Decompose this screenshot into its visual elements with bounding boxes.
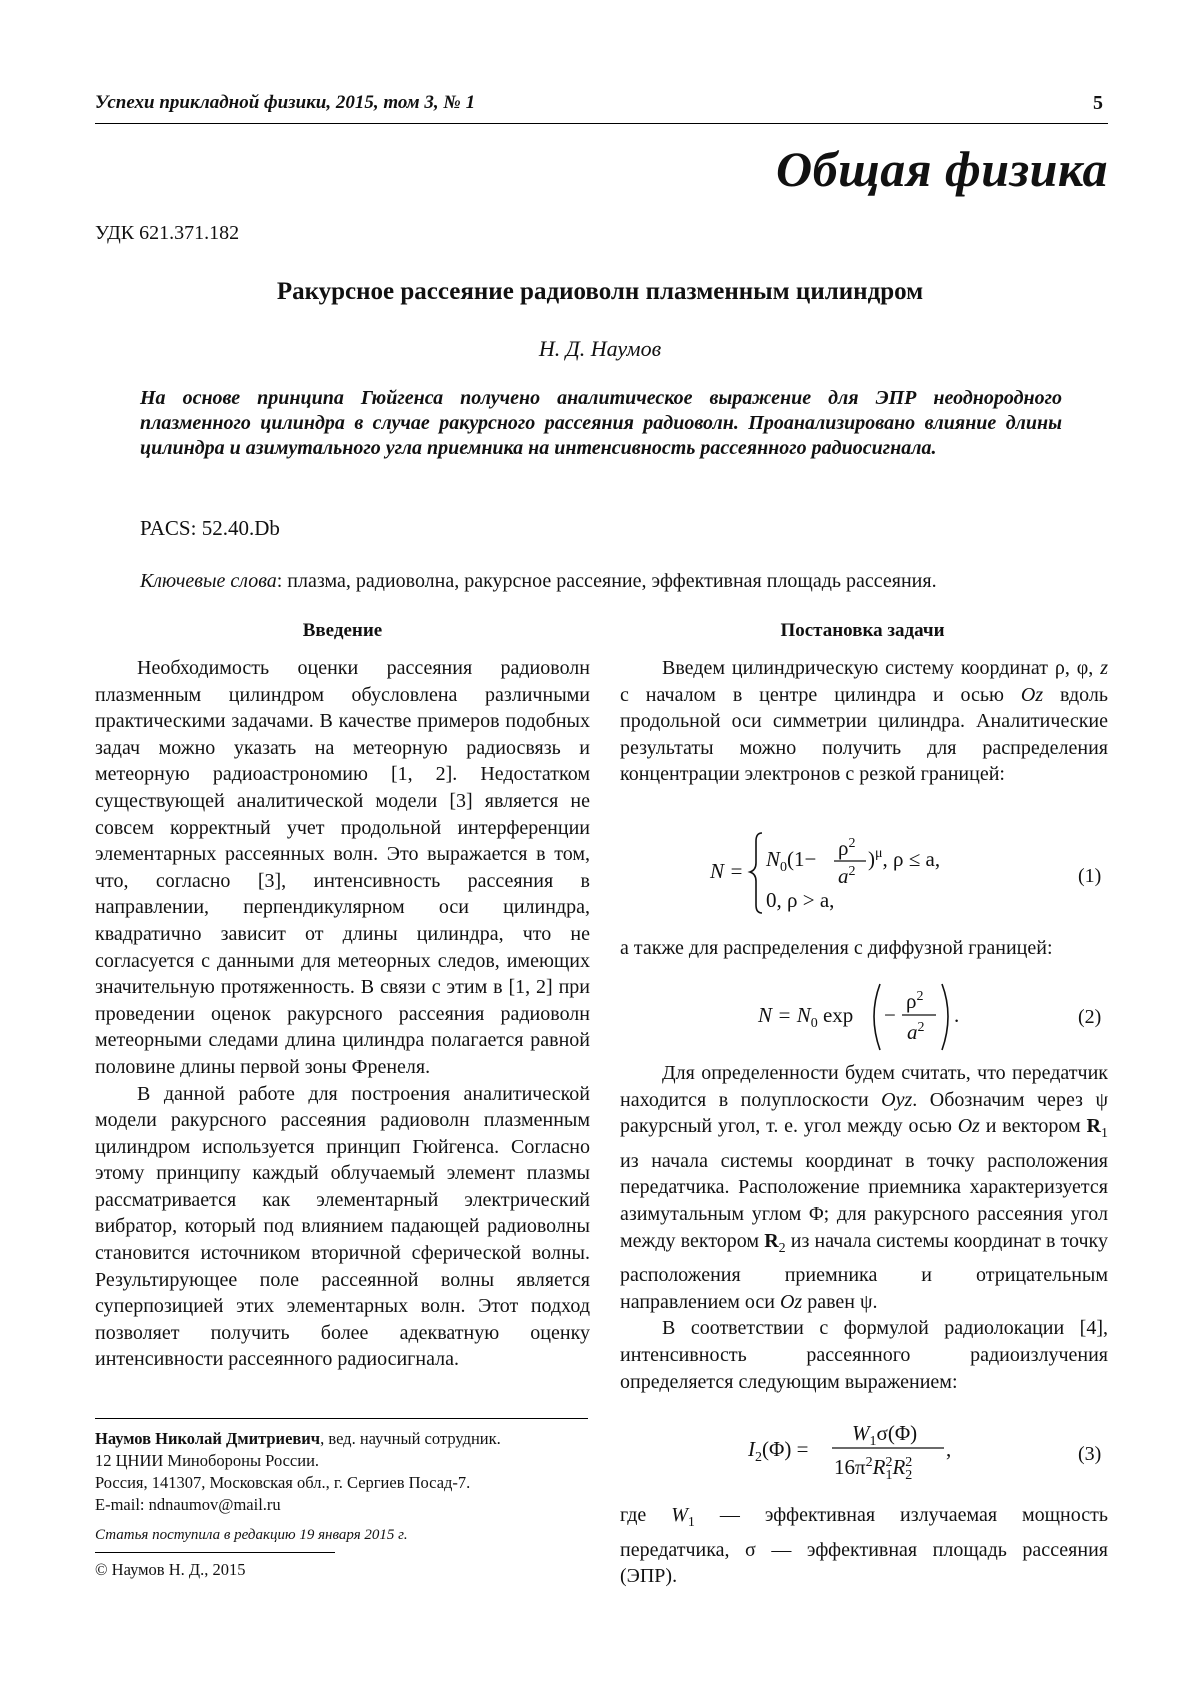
author-name: Наумов Николай Дмитриевич xyxy=(95,1429,321,1448)
svg-text:I2(Φ) = xyxy=(747,1437,808,1465)
eq1-n-sub: 0 xyxy=(780,860,788,875)
eq2-lhs: N = xyxy=(758,1003,797,1027)
eq3-arg: (Φ) = xyxy=(762,1437,809,1461)
eq2-den: $a^2$ xyxy=(907,1020,925,1044)
udc-code: УДК 621.371.182 xyxy=(95,222,240,244)
copyright-divider xyxy=(95,1552,335,1553)
eq2-minus: − xyxy=(884,1003,896,1027)
eq1-n: N xyxy=(766,847,781,871)
vector-r2-sub: 2 xyxy=(778,1240,786,1256)
author-info xyxy=(95,1428,590,1516)
equation-3 xyxy=(620,1410,1090,1492)
text-run: с началом в центре цилиндра и осью xyxy=(620,683,1021,706)
problem-paragraph-5 xyxy=(620,1502,1108,1590)
eq2-right-paren xyxy=(942,984,948,1050)
received-date: Статья поступила в редакцию 19 января 2015 г. xyxy=(95,1527,408,1543)
eq1-open: (1− xyxy=(787,847,817,871)
keywords-label: Ключевые слова xyxy=(140,570,277,592)
copyright: © Наумов Н. Д., 2015 xyxy=(95,1560,246,1579)
text-run: Введем цилиндрическую систему координат ρ, φ, xyxy=(662,657,1101,679)
header-divider xyxy=(95,123,1108,124)
page-number: 5 xyxy=(1093,92,1103,114)
keywords xyxy=(140,570,937,593)
eq2-coef: N xyxy=(796,1003,811,1027)
eq3-i: I xyxy=(748,1437,755,1461)
var-oz: Oz xyxy=(957,1115,980,1138)
intro-paragraph-2: В данной работе для построения аналитической модели ракурсного рассеяния радиоволн плазменным цилиндром используется принцип Гюйгенса. Согласно этому принципу каждый облучаемый элемент плазмы рассматривается как элементарный электрический вибратор, который под влиянием падающей радиоволны становится источником вторичной сферической волны. Результирующее поле рассеянной волны является суперпозицией этих элементарных волн. Этот подход позволяет получить более адекватную оценку интенсивности рассеянного радиосигнала. xyxy=(95,1082,590,1371)
eq3-i-sub: 2 xyxy=(755,1450,762,1465)
equation-1-number: (1) xyxy=(1078,865,1102,887)
var-oyz: Oyz xyxy=(881,1088,913,1111)
eq2-left-paren xyxy=(874,984,880,1050)
eq1-cond: , ρ ≤ a, xyxy=(882,847,941,871)
section-title: Общая физика xyxy=(776,141,1108,197)
eq1-exp: μ xyxy=(875,846,883,861)
svg-text:)μ, ρ ≤ a, xyxy=(868,846,940,871)
equation-2-number: (2) xyxy=(1078,1006,1102,1028)
abstract: На основе принципа Гюйгенса получено аналитическое выражение для ЭПР неоднородного плазменного цилиндра в случае ракурсного рассеяния радиоволн. Проанализировано влияние длины цилиндра и азимутального угла приемника на интенсивность рассеянного радиосигнала. xyxy=(140,387,1062,459)
vector-r2: R xyxy=(764,1229,779,1252)
var-w: W xyxy=(671,1504,688,1526)
text-run: . Обозначим через ψ ракурсный угол, т. е. угол между осью xyxy=(620,1088,1108,1138)
eq1-den: $a^2$ xyxy=(838,864,856,888)
author-position: , вед. научный сотрудник. xyxy=(320,1429,501,1448)
text-run: и вектором xyxy=(979,1115,1087,1138)
eq2-exp: exp xyxy=(817,1003,854,1027)
keywords-text: : плазма, радиоволна, ракурсное рассеяние, эффективная площадь рассеяния. xyxy=(276,570,937,592)
equation-2 xyxy=(620,978,1090,1060)
intro-column xyxy=(95,655,590,1373)
problem-paragraph-1 xyxy=(620,655,1108,788)
text-run: из начала системы координат в точку расположения приемника и отрицательным направлением оси xyxy=(620,1229,1108,1313)
text-run: — эффективная излучаемая мощность передатчика, σ — эффективная площадь рассеяния (ЭПР). xyxy=(620,1504,1108,1588)
journal-header: Успехи прикладной физики, 2015, том 3, № 1 xyxy=(95,92,476,113)
eq3-den: $16\pi^2R_12R_22$ xyxy=(834,1455,913,1483)
eq1-lhs: N = xyxy=(710,859,744,883)
author-line xyxy=(95,1428,590,1450)
problem-paragraph-2 xyxy=(620,935,1108,962)
var-oz: Oz xyxy=(1020,683,1044,706)
eq2-tail: . xyxy=(954,1003,960,1027)
var-z: z xyxy=(1100,657,1108,679)
equation-1 xyxy=(620,815,1090,925)
intro-heading: Введение xyxy=(302,620,383,641)
text-run: вдоль продольной оси симметрии цилиндра. Аналитические результаты можно получить для распределения концентрации электронов с резкой границей: xyxy=(620,683,1108,786)
var-w-sub: 1 xyxy=(687,1515,695,1530)
text-run: Для определенности будем считать, что передатчик находится в полуплоскости xyxy=(620,1062,1108,1111)
vector-r1-sub: 1 xyxy=(1101,1126,1108,1142)
problem-paragraph-3 xyxy=(620,1060,1108,1395)
problem-paragraph-4: В соответствии с формулой радиолокации [4], интенсивность рассеянного радиоизлучения определяется следующим выражением: xyxy=(620,1317,1108,1393)
vector-r1: R xyxy=(1086,1115,1101,1138)
eq2-num: $\rho^2$ xyxy=(906,989,924,1013)
var-oz: Oz xyxy=(779,1290,803,1313)
author-email: E-mail: ndnaumov@mail.ru xyxy=(95,1495,281,1514)
text-run: равен ψ. xyxy=(802,1290,878,1313)
eq1-num: $\rho^2$ xyxy=(838,836,856,860)
eq2-coef-sub: 0 xyxy=(810,1016,818,1031)
problem-heading: Постановка задачи xyxy=(780,620,945,641)
eq1-close: ) xyxy=(868,847,875,871)
intro-paragraph-1: Необходимость оценки рассеяния радиоволн плазменным цилиндром обусловлена различными практическими задачами. В качестве примеров подобных задач можно указать на метеорную радиосвязь и метеорную радиоастрономию [1, 2]. Недостатком существующей аналитической модели [3] является не совсем корректный учет продольной интерференции элементарных рассеянных волн. Это выражается в том, что, согласно [3], интенсивность рассеяния в направлении, перпендикулярном оси цилиндра, квадратично зависит от длины цилиндра, что не согласуется с данными для метеорных следов, имеющих значительную протяженность. В связи с этим в [1, 2] при проведении оценок ракурсного рассеяния радиоволн метеорными следами длина цилиндра полагается равной половине длины первой зоны Френеля. xyxy=(95,657,590,1078)
text-run: из начала системы координат в точку расположения передатчика. Расположение приемника характеризуется азимутальным углом Φ; для ракурсного рассеяния угол между вектором xyxy=(620,1149,1108,1252)
author-organization: 12 ЦНИИ Минобороны России. xyxy=(95,1451,320,1470)
eq3-tail: , xyxy=(946,1437,952,1461)
equation-3-number: (3) xyxy=(1078,1443,1102,1465)
eq1-case2: 0, ρ > a, xyxy=(766,888,835,912)
eq3-num: $W_1\sigma(\Phi)$ xyxy=(852,1421,918,1449)
author-address: Россия, 141307, Московская обл., г. Сергиев Посад-7. xyxy=(95,1473,471,1492)
diffuse-boundary-text: а также для распределения с диффузной границей: xyxy=(620,937,1053,959)
svg-text:N = N0 exp xyxy=(757,1003,853,1031)
pacs-code: PACS: 52.40.Db xyxy=(140,516,280,540)
eq1-brace xyxy=(750,833,762,913)
svg-text:N0(1− xyxy=(765,847,816,875)
author: Н. Д. Наумов xyxy=(538,336,662,361)
footnote-divider xyxy=(95,1418,588,1419)
text-run: где xyxy=(620,1504,672,1526)
paper-title: Ракурсное рассеяние радиоволн плазменным цилиндром xyxy=(276,278,924,305)
